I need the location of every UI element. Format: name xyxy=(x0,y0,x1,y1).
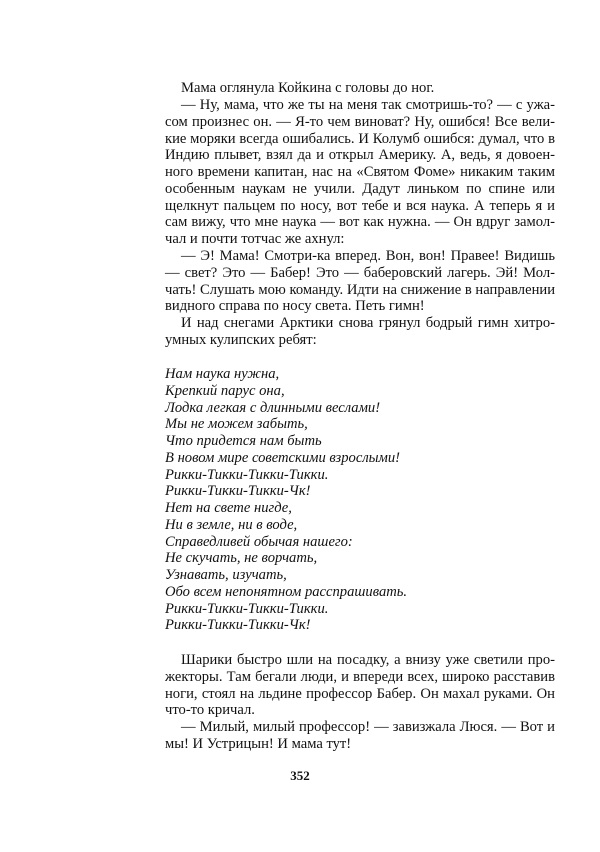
verse-line: Не скучать, не ворчать, xyxy=(165,550,318,567)
verse-line: Рикки-Тикки-Тикки-Тикки. xyxy=(165,600,329,617)
text-line: И над снегами Арктики снова грянул бодрый гимн хитро- xyxy=(181,315,555,331)
verse-line: Ни в земле, ни в воде, xyxy=(165,516,298,533)
text-line: — Милый, милый профессор! — завизжала Люся. — Вот и xyxy=(181,719,555,735)
verse-line: Рикки-Тикки-Тикки-Тикки. xyxy=(165,466,329,483)
text-line: видного справа по носу света. Петь гимн! xyxy=(165,298,425,315)
verse-line: Рикки-Тикки-Тикки-Чк! xyxy=(165,483,311,500)
text-line: сам вижу, что мне наука — вот как нужна. — Он вдруг замол- xyxy=(165,214,555,231)
verse-line: В новом мире советскими взрослыми! xyxy=(165,449,401,466)
text-line: Мама оглянула Койкина с головы до ног. xyxy=(181,80,435,96)
text-line: умных кулипских ребят: xyxy=(165,331,317,348)
text-line: чать! Слушать мою команду. Идти на снижение в направлении xyxy=(165,281,555,298)
paragraph-4 xyxy=(165,315,555,349)
text-line: щелкнут пальцем по носу, вот тебе и вся наука. А теперь я и xyxy=(165,197,555,214)
page-number: 352 xyxy=(290,768,310,783)
text-line: Индию плывет, взял да и открыл Америку. А, ведь, я довоен- xyxy=(165,147,555,164)
text-line: мы! И Устрицын! И мама тут! xyxy=(165,735,352,752)
text-line: Шарики быстро шли на посадку, а внизу уже светили про- xyxy=(181,652,555,668)
verse-line: Крепкий парус она, xyxy=(165,382,285,399)
text-line: ного времени капитан, нас на «Святом Фоме» никаким таким xyxy=(165,164,555,180)
verse-line: Справедливей обычая нашего: xyxy=(165,533,353,550)
text-line: сом произнес он. — Я-то чем виноват? Ну, ошибся! Все вели- xyxy=(165,113,555,130)
paragraph-2 xyxy=(165,97,555,248)
verse-line: Что придется нам быть xyxy=(165,433,322,449)
verse-line: Лодка легкая с длинными веслами! xyxy=(165,399,381,416)
verse-line: Обо всем непонятном расспрашивать. xyxy=(165,583,408,600)
verse-line: Нет на свете нигде, xyxy=(165,500,292,516)
text-line: особенным наукам не учили. Дадут линьком по спине или xyxy=(165,180,555,197)
text-line: — Э! Мама! Смотри-ка вперед. Вон, вон! Правее! Видишь xyxy=(181,248,555,264)
paragraph-6 xyxy=(165,719,555,753)
verse-line: Нам наука нужна, xyxy=(165,366,280,382)
verse-line: Мы не можем забыть, xyxy=(165,416,308,433)
song-verse xyxy=(165,366,465,634)
text-line: жекторы. Там бегали люди, и впереди всех, широко расставив xyxy=(165,668,555,685)
text-line: что-то кричал. xyxy=(165,702,255,719)
text-line: ноги, стоял на льдине профессор Бабер. Он махал руками. Он xyxy=(165,685,555,702)
text-line: чал и почти тотчас же ахнул: xyxy=(165,231,345,247)
paragraph-3 xyxy=(165,248,555,315)
verse-line: Узнавать, изучать, xyxy=(165,567,287,583)
text-line: — Ну, мама, что же ты на меня так смотришь-то? — с ужа- xyxy=(181,97,555,113)
text-line: — свет? Это — Бабер! Это — баберовский лагерь. Эй! Мол- xyxy=(165,264,555,281)
paragraph-1 xyxy=(165,80,555,97)
text-line: кие моряки всегда ошибались. И Колумб ошибся: думал, что в xyxy=(165,130,555,147)
verse-line: Рикки-Тикки-Тикки-Чк! xyxy=(165,617,311,634)
paragraph-5 xyxy=(165,652,555,719)
